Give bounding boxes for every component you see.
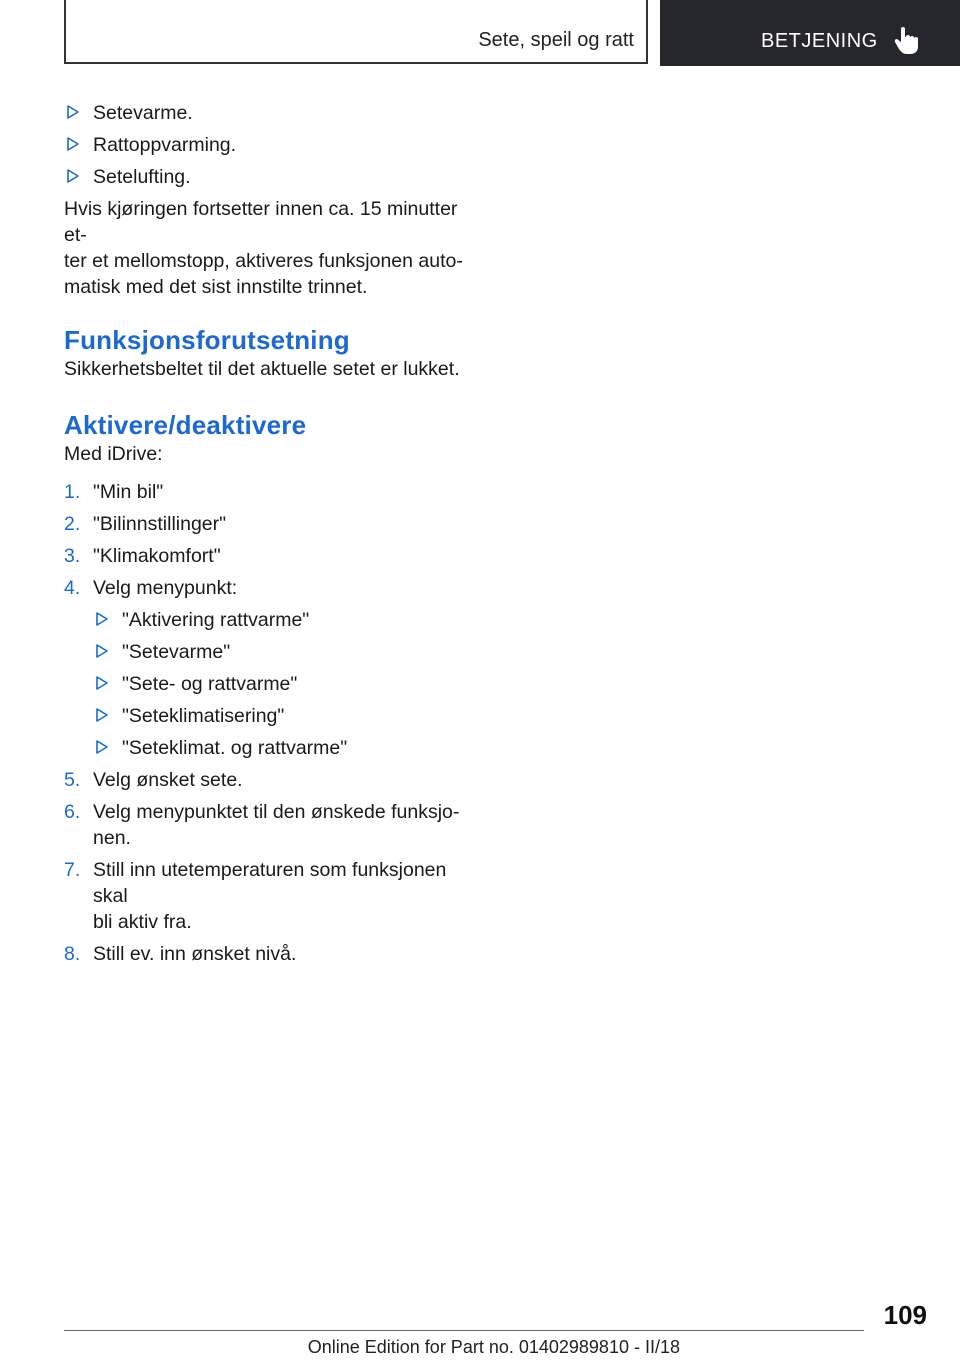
step-text: "Klimakomfort" — [93, 545, 221, 567]
list-item — [64, 575, 484, 601]
step-text: bli aktiv fra. — [93, 911, 192, 933]
activate-intro: Med iDrive: — [64, 443, 163, 465]
triangle-bullet-icon — [67, 137, 79, 151]
option-text: "Sete- og rattvarme" — [122, 673, 298, 695]
list-item — [64, 799, 484, 851]
triangle-bullet-icon — [96, 676, 108, 690]
step-number: 2. — [64, 513, 81, 535]
list-item — [64, 132, 484, 158]
paragraph-line: Hvis kjøringen fortsetter innen ca. 15 minutter et- — [64, 198, 458, 246]
step-text: Velg menypunktet til den ønskede funksjo- — [93, 801, 460, 823]
triangle-bullet-icon — [96, 644, 108, 658]
list-item — [64, 479, 484, 505]
option-text: "Aktivering rattvarme" — [122, 609, 310, 631]
step-text: "Min bil" — [93, 481, 164, 503]
list-item — [64, 639, 484, 665]
list-item — [64, 607, 484, 633]
step-text: "Bilinnstillinger" — [93, 513, 227, 535]
option-text: "Setevarme" — [122, 641, 231, 663]
list-item — [64, 511, 484, 537]
step-number: 8. — [64, 943, 81, 965]
prerequisite-text: Sikkerhetsbeltet til det aktuelle setet er lukket. — [64, 358, 460, 380]
triangle-bullet-icon — [96, 740, 108, 754]
paragraph-line: ter et mellomstopp, aktiveres funksjonen auto- — [64, 250, 463, 272]
chapter-title: BETJENING — [761, 30, 878, 52]
option-text: "Seteklimat. og rattvarme" — [122, 737, 348, 759]
step-text: Still inn utetemperaturen som funksjonen skal — [93, 859, 447, 907]
step-text: Velg menypunkt: — [93, 577, 238, 599]
option-text: "Seteklimatisering" — [122, 705, 285, 727]
list-item — [64, 543, 484, 569]
list-item-text: Setelufting. — [93, 166, 191, 188]
step-text: nen. — [93, 827, 131, 849]
step-text: Velg ønsket sete. — [93, 769, 243, 791]
pointing-hand-icon — [894, 26, 920, 54]
step-number: 5. — [64, 769, 81, 791]
list-item — [64, 857, 484, 935]
list-item — [64, 735, 484, 761]
step-number: 4. — [64, 577, 81, 599]
list-item-text: Setevarme. — [93, 102, 193, 124]
footer-divider — [64, 1330, 864, 1331]
step-number: 7. — [64, 859, 81, 881]
edition-text: Online Edition for Part no. 01402989810 - II/18 — [307, 1337, 680, 1357]
header-section-box — [64, 0, 648, 64]
section-title: Sete, speil og ratt — [478, 29, 634, 51]
step-number: 3. — [64, 545, 81, 567]
list-item — [64, 941, 484, 967]
list-item — [64, 703, 484, 729]
triangle-bullet-icon — [67, 105, 79, 119]
list-item — [64, 767, 484, 793]
intro-bullet-list — [64, 100, 484, 190]
list-item-text: Rattoppvarming. — [93, 134, 237, 156]
intro-paragraph — [64, 196, 484, 300]
step-number: 6. — [64, 801, 81, 823]
page-content — [64, 100, 484, 973]
list-item — [64, 671, 484, 697]
triangle-bullet-icon — [96, 612, 108, 626]
section-heading-activate: Aktivere/deaktivere — [64, 410, 307, 440]
step-number: 1. — [64, 481, 81, 503]
triangle-bullet-icon — [96, 708, 108, 722]
page-number: 109 — [883, 1300, 927, 1330]
step-text: Still ev. inn ønsket nivå. — [93, 943, 297, 965]
list-item — [64, 100, 484, 126]
section-heading-prerequisite: Funksjonsforutsetning — [64, 325, 350, 355]
triangle-bullet-icon — [67, 169, 79, 183]
paragraph-line: matisk med det sist innstilte trinnet. — [64, 276, 368, 298]
list-item — [64, 164, 484, 190]
header-chapter-tab — [660, 0, 960, 66]
step-list — [64, 479, 484, 967]
